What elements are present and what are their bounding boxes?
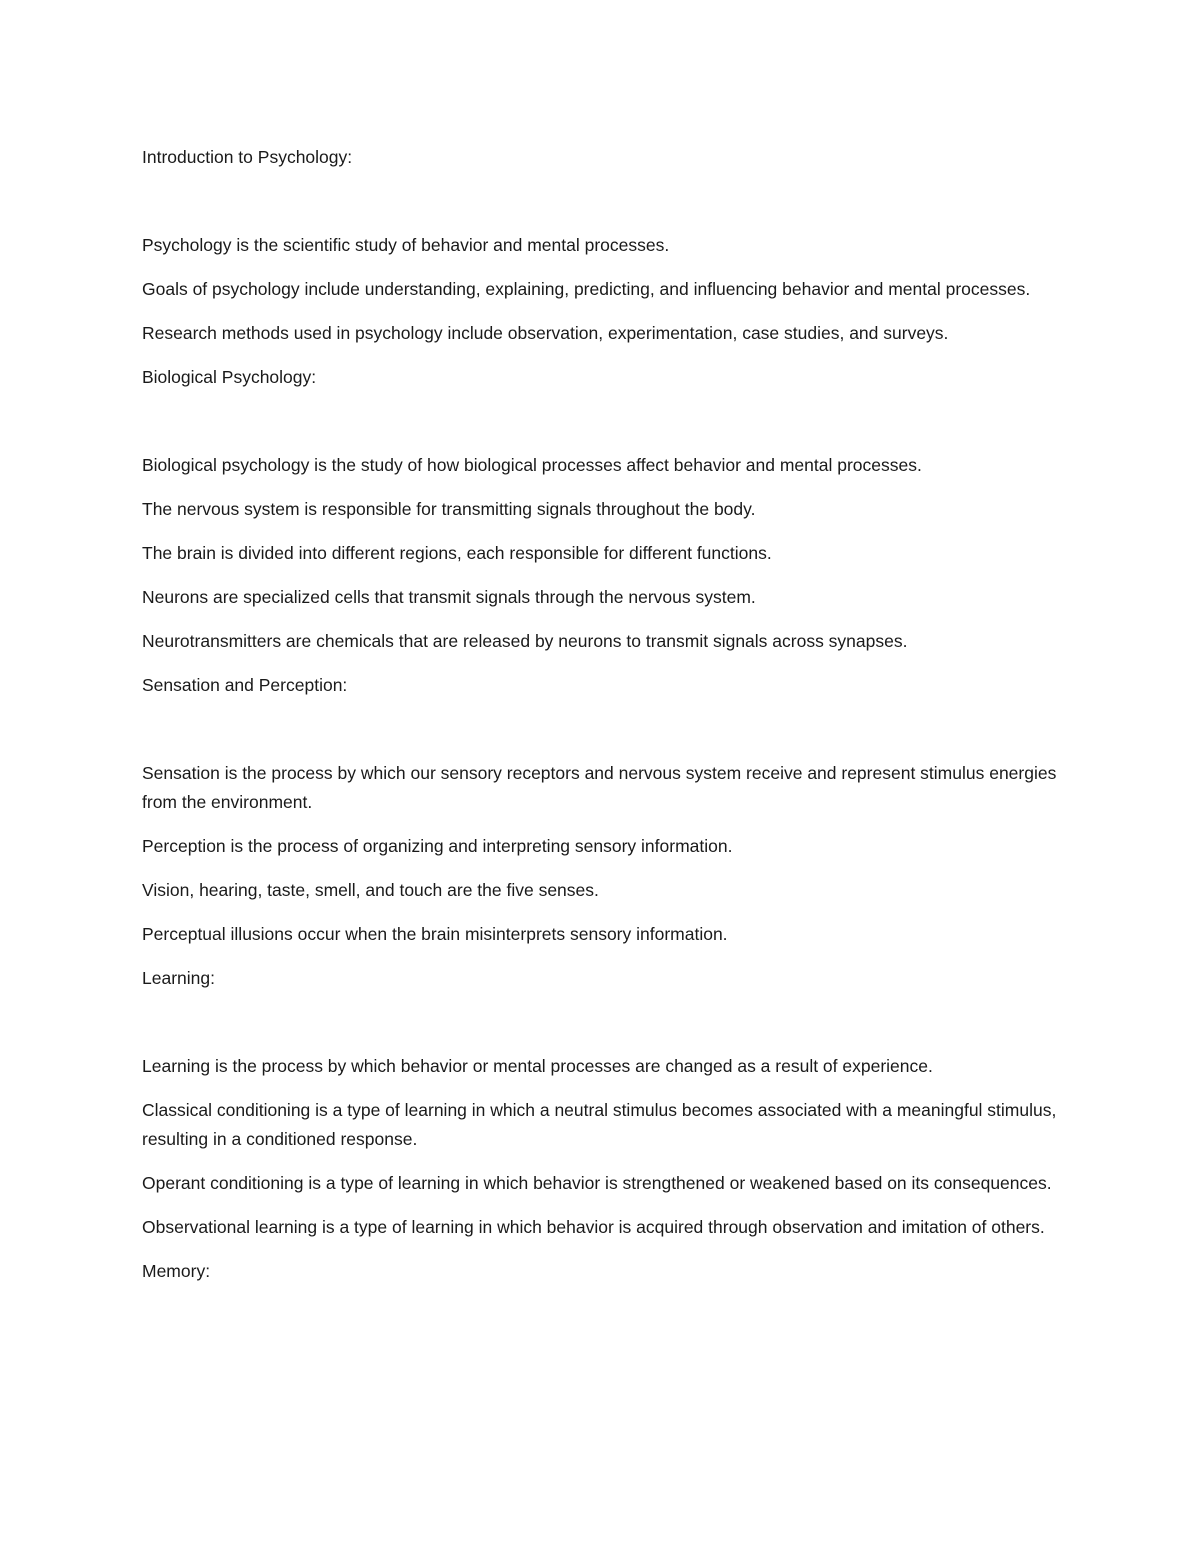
paragraph: The brain is divided into different regions, each responsible for different functions. (142, 543, 772, 563)
paragraph: Psychology is the scientific study of behavior and mental processes. (142, 235, 670, 255)
section-learning (142, 964, 1062, 1242)
section-heading: Memory: (142, 1261, 211, 1281)
section-heading: Introduction to Psychology: (142, 147, 353, 167)
paragraph: Vision, hearing, taste, smell, and touch are the five senses. (142, 880, 599, 900)
section-introduction (142, 143, 1062, 348)
section-memory (142, 1257, 1062, 1286)
paragraph: Learning is the process by which behavior or mental processes are changed as a result of experience. (142, 1056, 933, 1076)
paragraph: Perceptual illusions occur when the brain misinterprets sensory information. (142, 924, 728, 944)
paragraph: Neurons are specialized cells that transmit signals through the nervous system. (142, 587, 756, 607)
paragraph: Perception is the process of organizing and interpreting sensory information. (142, 836, 733, 856)
section-biological (142, 363, 1062, 656)
paragraph: Biological psychology is the study of how biological processes affect behavior and mental processes. (142, 455, 922, 475)
section-sensation-perception (142, 671, 1062, 949)
section-heading: Sensation and Perception: (142, 675, 348, 695)
paragraph: Neurotransmitters are chemicals that are released by neurons to transmit signals across synapses. (142, 631, 908, 651)
paragraph: Observational learning is a type of learning in which behavior is acquired through observation and imitation of others. (142, 1217, 1045, 1237)
section-heading: Biological Psychology: (142, 367, 317, 387)
section-heading: Learning: (142, 968, 215, 988)
paragraph: Operant conditioning is a type of learning in which behavior is strengthened or weakened based on its consequences. (142, 1173, 1052, 1193)
paragraph: The nervous system is responsible for transmitting signals throughout the body. (142, 499, 756, 519)
paragraph: Sensation is the process by which our sensory receptors and nervous system receive and represent stimulus energies from the environment. (142, 763, 1057, 812)
document-body (142, 143, 1062, 1345)
paragraph: Goals of psychology include understanding, explaining, predicting, and influencing behavior and mental processes. (142, 279, 1031, 299)
paragraph: Research methods used in psychology include observation, experimentation, case studies, and surveys. (142, 323, 949, 343)
paragraph: Classical conditioning is a type of learning in which a neutral stimulus becomes associated with a meaningful stimulus, resulting in a conditioned response. (142, 1100, 1057, 1149)
